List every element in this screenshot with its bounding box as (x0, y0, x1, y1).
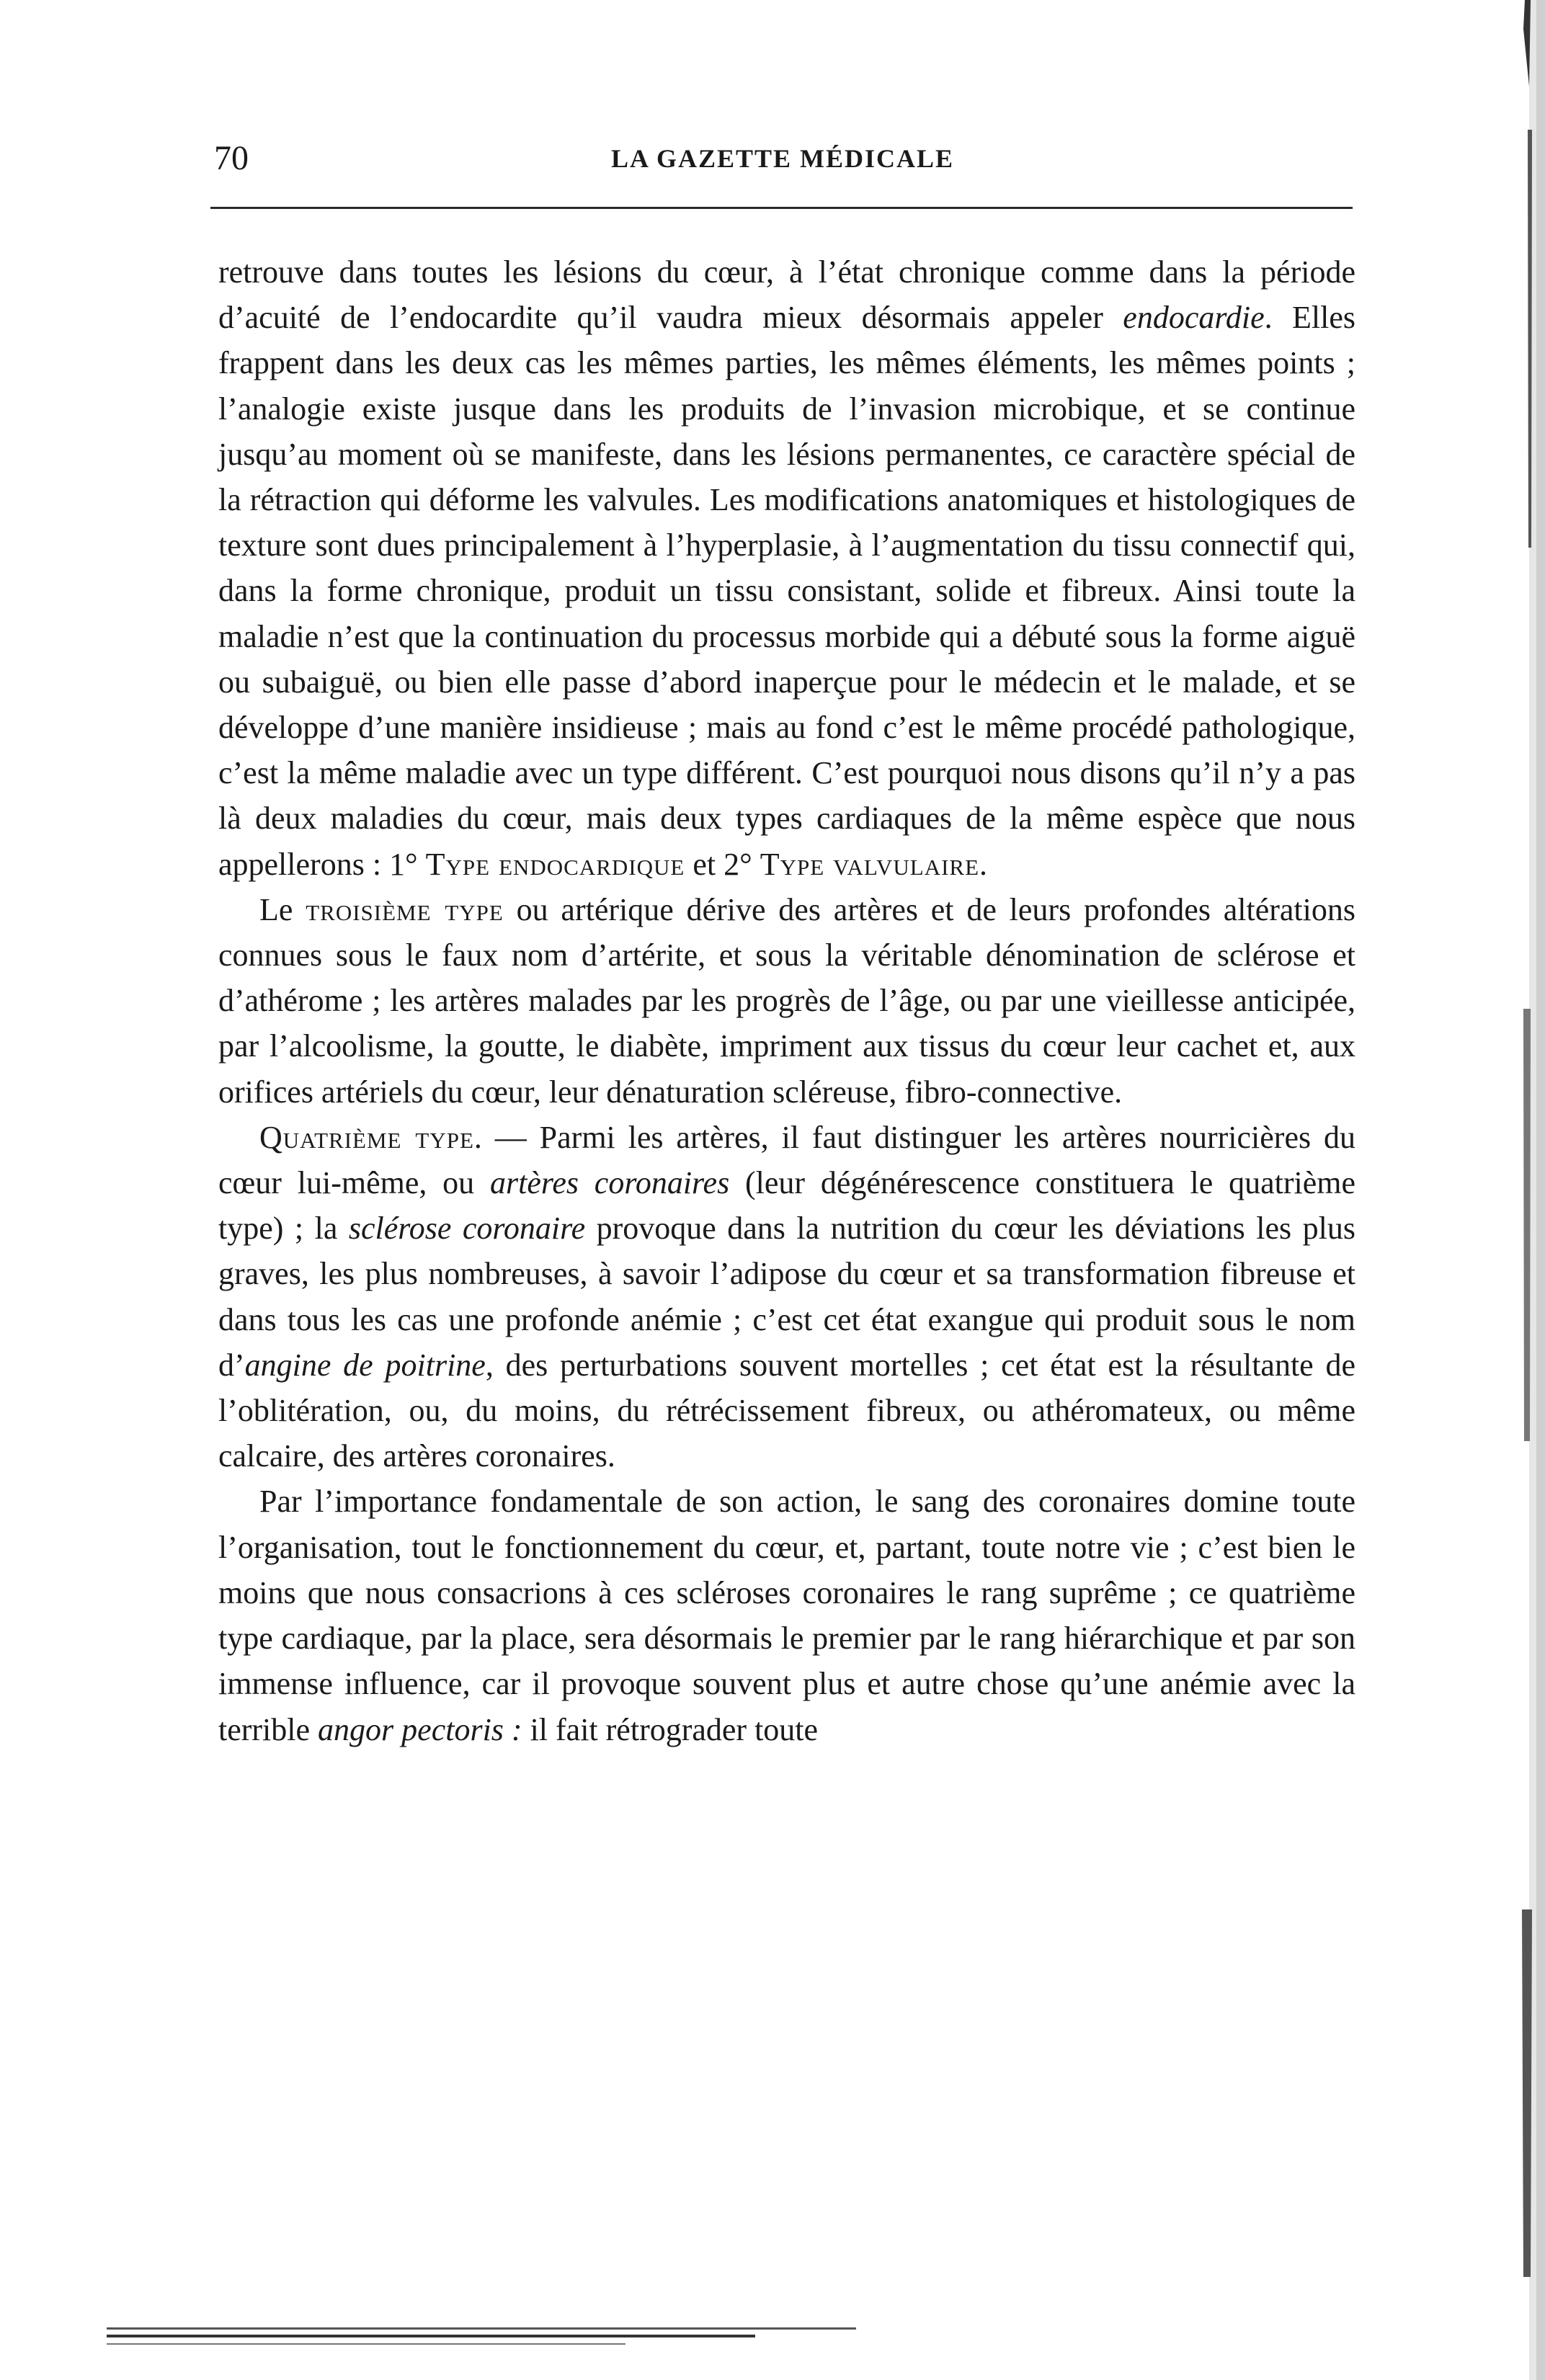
text-run: Quatrième type (259, 1119, 474, 1155)
text-run: (leur dégénérescence constituera le quatrième type) ; la (218, 1165, 1355, 1247)
paragraph-1 (218, 249, 1355, 887)
paragraph-3 (218, 1115, 1355, 1479)
text-run: , des perturbations souvent mortelles ; cet état est la résultante de l’oblitération, ou, du moins, du rétrécissement fibreux, ou athéromateux, ou même calcaire, des artères coronaires. (218, 1347, 1356, 1474)
text-run: troisième type (306, 891, 504, 927)
header-rule (210, 207, 1353, 209)
text-run: Le (259, 891, 306, 927)
text-run: . Elles frappent dans les deux cas les mêmes parties, les mêmes éléments, les mêmes points ; l’analogie existe jusque dans les produits de l’invasion microbique, et se continue jusqu’au moment où se manifeste, dans les lésions permanentes, ce caractère spécial de la rétraction qui déforme les valvules. Les modifications anatomiques et histologiques de texture sont dues principalement à l’hyperplasie, à l’augmentation du tissu connectif qui, dans la forme chronique, produit un tissu consistant, solide et fibreux. Ainsi toute la maladie n’est que la continuation du processus morbide qui a débuté sous la forme aiguë ou subaiguë, ou bien elle passe d’abord inaperçue pour le médecin et le malade, et se développe d’une manière insidieuse ; mais au fond c’est le même procédé pathologique, c’est la même maladie avec un type différent. C’est pourquoi nous disons qu’il n’y a pas là deux maladies du cœur, mais deux types cardiaques de la même espèce que nous appellerons : 1° (218, 300, 1356, 882)
text-run: il fait rétrograder toute (522, 1711, 819, 1747)
text-run: Type endocardique (425, 846, 685, 882)
text-run: retrouve dans toutes les lésions du cœur, à l’état chronique comme dans la période d’acuité de l’endocardite qu’il vaudra mieux désormais appeler (218, 254, 1355, 336)
text-run: . (979, 846, 988, 882)
text-run: et 2° (685, 846, 760, 882)
paragraph-4 (218, 1479, 1355, 1752)
text-run: artères coronaires (489, 1165, 730, 1201)
body-text (218, 249, 1355, 1752)
page-number: 70 (214, 139, 249, 177)
text-run: provoque dans la nutrition du cœur les déviations les plus graves, les plus nombreuses, à savoir l’adipose du cœur et sa transformation fibreuse et dans tous les cas une profonde anémie ; c’est cet état exangue qui produit sous le nom d’ (218, 1211, 1355, 1383)
text-run: ou artérique dérive des artères et de leurs profondes altérations connues sous le faux nom d’artérite, et sous la véritable dénomination de sclérose et d’athérome ; les artères malades par les progrès de l’âge, ou par une vieillesse anticipée, par l’alcoolisme, la goutte, le diabète, impriment aux tissus du cœur leur cachet et, aux orifices artériels du cœur, leur dénaturation scléreuse, fibro-connective. (218, 891, 1355, 1110)
bottom-scan-rule (107, 2323, 856, 2352)
paragraph-2 (218, 887, 1355, 1115)
text-run: Par l’importance fondamentale de son action, le sang des coronaires domine toute l’organisation, tout le fonctionnement du cœur, et, partant, toute notre vie ; c’est bien le moins que nous consacrions à ces scléroses coronaires le rang suprême ; ce quatrième type cardiaque, par la place, sera désormais le premier par le rang hiérarchique et par son immense influence, car il provoque souvent plus et autre chose qu’une anémie avec la terrible (218, 1484, 1355, 1747)
text-run: angor pectoris : (318, 1711, 522, 1747)
text-run: endocardie (1123, 300, 1265, 336)
text-run: sclérose coronaire (348, 1211, 586, 1247)
text-run: angine de poitrine (244, 1347, 486, 1383)
page-edge-shadow (1473, 0, 1545, 2380)
page-header (214, 137, 1351, 180)
running-title: LA GAZETTE MÉDICALE (610, 144, 955, 173)
text-run: . — Parmi les artères, il faut distinguer les artères nourricières du cœur lui-même, ou (218, 1119, 1355, 1201)
text-run: Type valvulaire (760, 846, 980, 882)
